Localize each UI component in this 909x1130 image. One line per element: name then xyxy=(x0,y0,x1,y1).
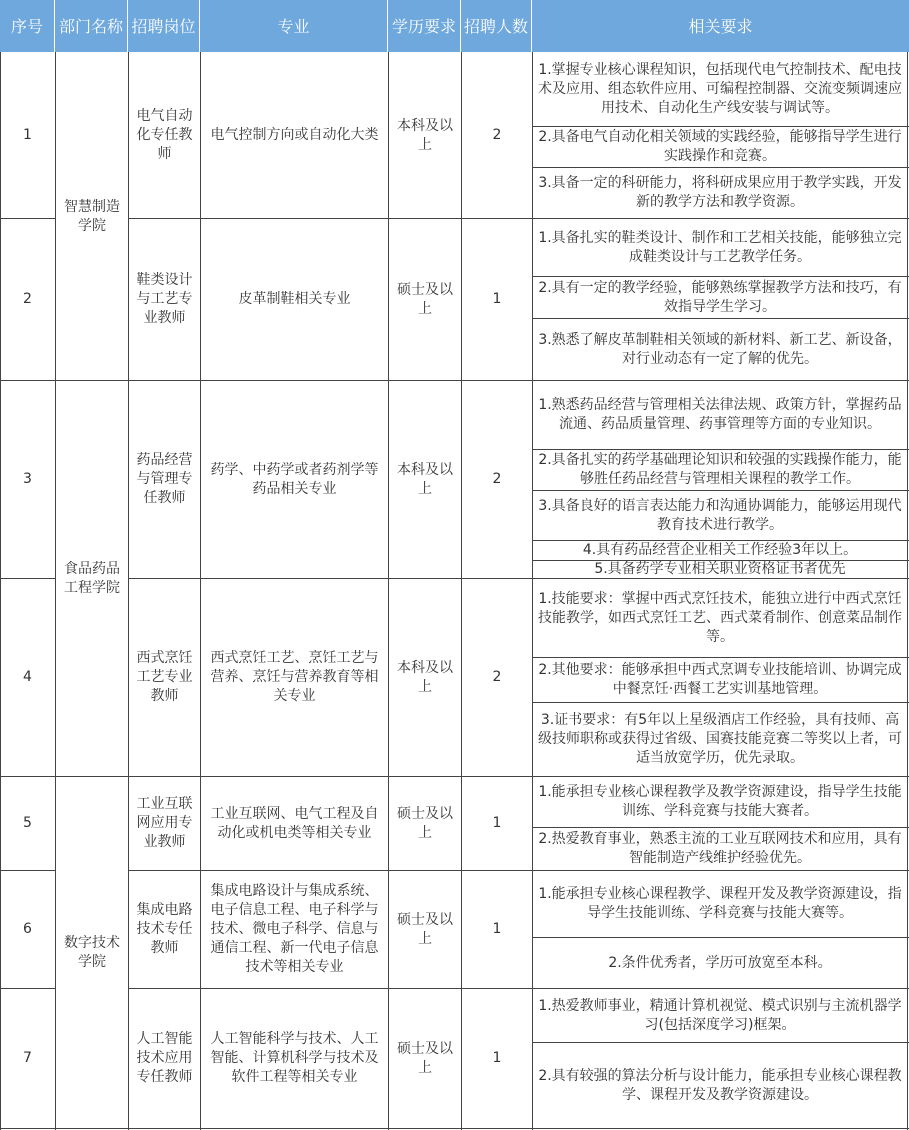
row-post: 电气自动化专任教师 xyxy=(136,108,193,162)
row-edu: 硕士及以上 xyxy=(397,911,453,947)
row-post: 工业互联网应用专业教师 xyxy=(136,796,193,850)
row-major: 工业互联网、电气工程及自动化或机电类等相关专业 xyxy=(210,805,379,841)
requirement-item: 5.具备药学专业相关职业资格证书者优先 xyxy=(594,561,846,577)
requirement-item: 2.具有一定的教学经验，能够熟练掌握教学方法和技巧，有效指导学生学习。 xyxy=(538,279,902,315)
requirement-item: 1.能承担专业核心课程教学、课程开发及教学资源建设，指导学生技能训练、学科竞赛与技能大赛等。 xyxy=(538,886,902,921)
requirement-item: 1.掌握专业核心课程知识，包括现代电气控制技术、配电技术及应用、组态软件应用、可编程控制器、交流变频调速应用技术、自动化生产线安装与调试等。 xyxy=(538,62,902,116)
row-no: 1 xyxy=(23,127,32,143)
row-major: 集成电路设计与集成系统、电子信息工程、电子科学与技术、微电子科学、信息与通信工程、新一代电子信息技术等相关专业 xyxy=(210,883,379,975)
requirement-item: 1.能承担专业核心课程教学及教学资源建设，指导学生技能训练、学科竞赛与技能大赛者。 xyxy=(538,784,902,819)
row-post: 集成电路技术专任教师 xyxy=(136,902,193,956)
row-count: 2 xyxy=(492,127,502,143)
requirement-item: 4.具有药品经营企业相关工作经验3年以上。 xyxy=(582,542,858,558)
row-major: 西式烹饪工艺、烹饪工艺与营养、烹饪与营养教育等相关专业 xyxy=(210,650,379,704)
dept-cell: 数字技术学院 xyxy=(64,934,120,970)
header-major: 专业 xyxy=(200,0,388,52)
row-edu: 本科及以上 xyxy=(397,461,453,497)
row-count: 1 xyxy=(492,921,502,937)
requirement-item: 3.熟悉了解皮革制鞋相关领域的新材料、新工艺、新设备，对行业动态有一定了解的优先。 xyxy=(538,331,902,367)
requirement-item: 1.技能要求：掌握中西式烹饪技术，能独立进行中西式烹饪技能教学，如西式烹饪工艺、西式菜肴制作、创意菜品制作等。 xyxy=(538,590,902,645)
row-major: 电气控制方向或自动化大类 xyxy=(210,127,379,143)
row-no: 3 xyxy=(23,471,32,487)
row-no: 6 xyxy=(23,921,32,937)
row-post: 西式烹饪工艺专业教师 xyxy=(136,650,193,704)
requirement-item: 1.具备扎实的鞋类设计、制作和工艺相关技能，能够独立完成鞋类设计与工艺教学任务。 xyxy=(538,229,902,265)
row-count: 1 xyxy=(492,291,502,307)
row-edu: 硕士及以上 xyxy=(397,1040,453,1076)
dept-cell: 食品药品工程学院 xyxy=(64,560,120,596)
requirement-item: 2.热爱教育事业，熟悉主流的工业互联网技术和应用，具有智能制造产线维护经验优先。 xyxy=(538,831,902,866)
row-post: 鞋类设计与工艺专业教师 xyxy=(136,272,193,326)
header-req: 相关要求 xyxy=(532,0,909,52)
row-count: 1 xyxy=(492,1050,502,1066)
row-no: 2 xyxy=(23,291,32,307)
header-dept: 部门名称 xyxy=(55,0,128,52)
row-no: 7 xyxy=(23,1050,32,1066)
requirement-item: 1.热爱教师事业，精通计算机视觉、模式识别与主流机器学习(包括深度学习)框架。 xyxy=(538,997,902,1033)
dept-cell: 智慧制造学院 xyxy=(64,198,120,234)
header-count: 招聘人数 xyxy=(461,0,532,52)
requirement-item: 3.具备良好的语言表达能力和沟通协调能力，能够运用现代教育技术进行教学。 xyxy=(538,497,902,533)
row-edu: 硕士及以上 xyxy=(397,281,453,317)
requirement-item: 1.熟悉药品经营与管理相关法律法规、政策方针，掌握药品流通、药品质量管理、药事管理等方面的专业知识。 xyxy=(538,397,902,432)
header-post: 招聘岗位 xyxy=(128,0,200,52)
row-edu: 本科及以上 xyxy=(397,117,453,153)
requirement-item: 2.条件优秀者，学历可放宽至本科。 xyxy=(608,954,832,971)
row-major: 皮革制鞋相关专业 xyxy=(238,291,351,307)
row-no: 5 xyxy=(23,815,32,831)
row-count: 2 xyxy=(492,669,502,685)
requirement-item: 3.证书要求：有5年以上星级酒店工作经验，具有技师、高级技师职称或获得过省级、国赛技能竞赛二等奖以上者，可适当放宽学历，优先录取。 xyxy=(538,712,902,766)
header-edu: 学历要求 xyxy=(388,0,461,52)
requirement-item: 2.具备扎实的药学基础理论知识和较强的实践操作能力，能够胜任药品经营与管理相关课程的教学工作。 xyxy=(538,452,902,487)
requirement-item: 2.具有较强的算法分析与设计能力，能承担专业核心课程教学、课程开发及教学资源建设。 xyxy=(538,1067,902,1103)
row-count: 1 xyxy=(492,815,502,831)
row-post: 人工智能技术应用专任教师 xyxy=(136,1031,193,1085)
row-major: 药学、中药学或者药剂学等药品相关专业 xyxy=(210,461,379,497)
row-edu: 本科及以上 xyxy=(397,659,453,695)
requirement-item: 2.其他要求：能够承担中西式烹调专业技能培训、协调完成中餐烹饪·西餐工艺实训基地管理。 xyxy=(538,662,902,697)
row-count: 2 xyxy=(492,471,502,487)
requirement-item: 2.具备电气自动化相关领域的实践经验，能够指导学生进行实践操作和竞赛。 xyxy=(538,129,902,164)
header-no: 序号 xyxy=(0,0,55,52)
row-post: 药品经营与管理专任教师 xyxy=(136,452,193,506)
row-no: 4 xyxy=(23,669,32,685)
requirement-item: 3.具备一定的科研能力，将科研成果应用于教学实践，开发新的教学方法和教学资源。 xyxy=(538,175,902,210)
row-major: 人工智能科学与技术、人工智能、计算机科学与技术及软件工程等相关专业 xyxy=(210,1031,379,1085)
row-edu: 硕士及以上 xyxy=(397,805,453,841)
